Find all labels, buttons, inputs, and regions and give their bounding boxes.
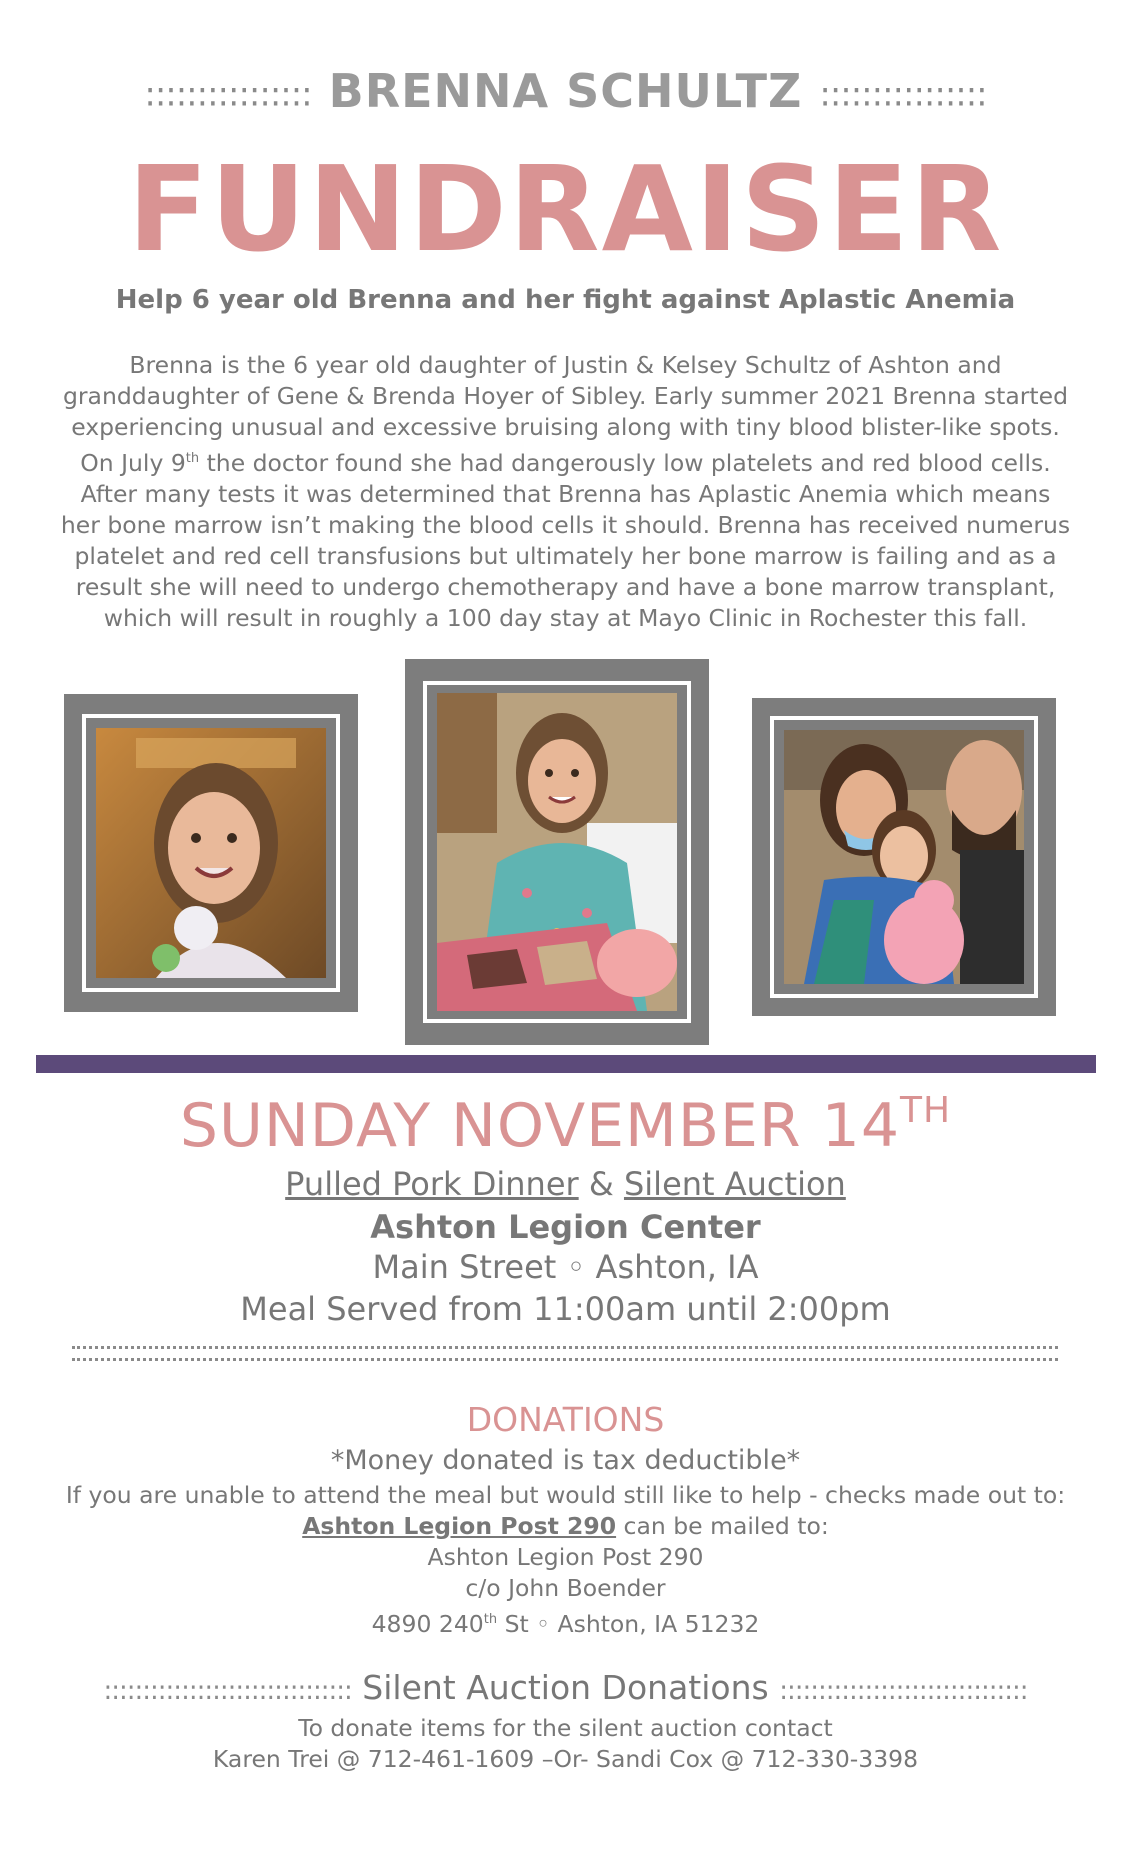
mailing-address-line: c/o John Boender (465, 1574, 666, 1602)
dotted-divider (72, 1358, 1058, 1361)
dinner-label: Pulled Pork Dinner (285, 1165, 579, 1203)
story-line: experiencing unusual and excessive bruising along with tiny blood blister-like spots. (71, 413, 1060, 441)
auction-label: Silent Auction (623, 1165, 846, 1203)
photo-mat (423, 681, 691, 1023)
amp: & (578, 1165, 624, 1203)
story-text: On July 9 (80, 448, 186, 477)
hospital-photo-image (437, 693, 677, 1011)
story-line (60, 443, 1071, 479)
story-line: result she will need to undergo chemotherapy and have a bone marrow transplant, (75, 572, 1056, 601)
story-paragraph (60, 350, 1071, 634)
donations-heading: DONATIONS (466, 1400, 665, 1439)
story-line: which will result in roughly a 100 day stay at Mayo Clinic in Rochester this fall. (103, 603, 1028, 632)
child-name: BRENNA SCHULTZ (328, 64, 803, 118)
silent-auction-contact (0, 1713, 1131, 1775)
photo-mat (82, 714, 340, 992)
event-address: Main Street ◦ Ashton, IA (372, 1248, 759, 1286)
event-hours: Meal Served from 11:00am until 2:00pm (240, 1290, 891, 1328)
event-offerings (0, 1165, 1131, 1203)
silent-auction-heading (0, 1668, 1131, 1707)
mailing-address-line: Ashton Legion Post 290 (427, 1543, 704, 1571)
superscript: th (185, 451, 200, 466)
silent-left-dots: :::::::::::::::::::::::::::::::: (103, 1676, 352, 1706)
story-line: her bone marrow isn’t making the blood cells it should. Brenna has received numerus (60, 510, 1071, 539)
contact-line: Karen Trei @ 712-461-1609 –Or- Sandi Cox @ 712-330-3398 (212, 1745, 919, 1773)
tax-note: *Money donated is tax deductible* (330, 1445, 801, 1476)
tagline: Help 6 year old Brenna and her fight against Aplastic Anemia (115, 285, 1016, 315)
family-photo (784, 730, 1024, 984)
address-text: St ◦ Ashton, IA 51232 (497, 1609, 760, 1638)
story-line: granddaughter of Gene & Brenda Hoyer of Sibley. Early summer 2021 Brenna started (62, 382, 1069, 410)
payee-name: Ashton Legion Post 290 (302, 1512, 617, 1540)
page-headline: FUNDRAISER (127, 140, 1004, 278)
story-line: platelet and red cell transfusions but ultimately her bone marrow is failing and as a (74, 541, 1057, 570)
superscript: th (483, 1612, 498, 1627)
title-row (0, 64, 1131, 118)
birthday-photo-image (96, 728, 326, 978)
event-venue: Ashton Legion Center (370, 1208, 761, 1246)
photo-frame-birthday (64, 694, 358, 1012)
donation-line (0, 1511, 1131, 1542)
story-text: the doctor found she had dangerously low platelets and red blood cells. (199, 448, 1051, 477)
address-text: 4890 240 (371, 1609, 484, 1638)
donation-instructions (0, 1480, 1131, 1640)
story-line: After many tests it was determined that Brenna has Aplastic Anemia which means (80, 479, 1051, 508)
title-right-dots: :::::::::::::::: (819, 74, 987, 115)
contact-line: To donate items for the silent auction contact (298, 1714, 833, 1742)
event-date-text: SUNDAY NOVEMBER 14 (179, 1091, 901, 1161)
silent-right-dots: :::::::::::::::::::::::::::::::: (779, 1676, 1028, 1706)
family-photo-image (784, 730, 1024, 984)
story-line: Brenna is the 6 year old daughter of Justin & Kelsey Schultz of Ashton and (129, 351, 1002, 379)
photo-mat (770, 716, 1038, 998)
event-date-suffix: TH (900, 1090, 952, 1131)
event-date (0, 1090, 1131, 1161)
mailing-address-line (0, 1604, 1131, 1640)
hospital-photo (437, 693, 677, 1011)
section-divider (36, 1055, 1096, 1073)
donation-text: can be mailed to: (616, 1512, 829, 1540)
silent-auction-title: Silent Auction Donations (362, 1668, 769, 1707)
donation-line: If you are unable to attend the meal but would still like to help - checks made out to: (65, 1481, 1066, 1509)
photo-frame-hospital (405, 659, 709, 1045)
title-left-dots: :::::::::::::::: (144, 74, 312, 115)
dotted-divider (72, 1346, 1058, 1349)
photo-frame-family (752, 698, 1056, 1016)
birthday-photo (96, 728, 326, 978)
